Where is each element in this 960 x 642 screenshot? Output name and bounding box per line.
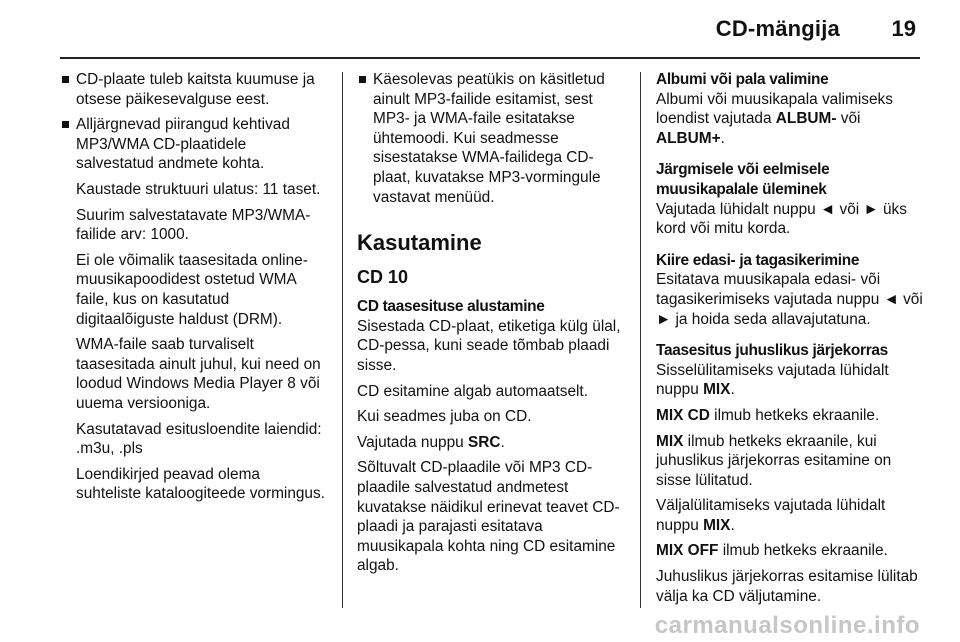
display-text: MIX — [656, 432, 684, 450]
text: ilmub hetkeks ekraanile, kui juhuslikus järjekorras esitamine on sisse lülitatud. — [656, 432, 892, 489]
paragraph: Juhuslikus järjekorras esitamise lülitab välja ka CD väljutamine. — [656, 568, 918, 605]
button-name: ALBUM- — [775, 110, 837, 128]
text: ilmub hetkeks ekraanile. — [718, 542, 888, 560]
paragraph: Suurim salvestatavate MP3/WMA-failide arv: 1000. — [76, 206, 311, 244]
paragraph: Sõltuvalt CD-plaadile või MP3 CD-plaadile salvestatud andmetest kuvatakse näidikul erinevat teavet CD-plaadi ja parajasti esitatava muusikapala kohta ning CD esitamine algab. — [357, 459, 620, 575]
subsection-heading: CD 10 — [357, 267, 409, 288]
paragraph: Loendikirjed peavad olema suhteliste kataloogiteede vormingus. — [76, 465, 325, 503]
paragraph: Kui seadmes juba on CD. — [357, 408, 532, 426]
paragraph: Ei ole võimalik taasesitada online-muusikapoodidest ostetud WMA faile, kus on kasutatud digitaalõiguste haldust (DRM). — [76, 251, 308, 328]
topic-heading — [656, 160, 924, 199]
text: ilmub hetkeks ekraanile. — [709, 406, 880, 424]
paragraph: WMA-faile saab turvaliselt taasesitada ainult juhul, kui need on loodud Windows Media Player 8 või uuema versiooniga. — [76, 336, 321, 412]
header-divider — [60, 57, 920, 59]
paragraph: CD esitamine algab automaatselt. — [357, 382, 588, 400]
paragraph: Kasutatavad esitusloendite laiendid: .m3u, .pls — [76, 420, 322, 458]
bullet-item: Alljärgnevad piirangud kehtivad MP3/WMA CD-plaatidele salvestatud andmete kohta. — [60, 115, 328, 174]
button-name: MIX — [703, 381, 731, 399]
page-header — [60, 0, 920, 58]
text: . — [500, 433, 505, 451]
paragraph — [656, 541, 924, 561]
column-1 — [60, 70, 328, 510]
text: Väljalülitamiseks vajutada lühidalt nuppu — [656, 497, 886, 534]
paragraph — [656, 496, 924, 535]
paragraph: Sisestada CD-plaat, etiketiga külg ülal, CD-pessa, kuni seade tõmbab plaadi sisse. — [357, 317, 621, 374]
topic-heading: Kiire edasi- ja tagasikerimine — [656, 251, 860, 269]
paragraph — [656, 406, 924, 426]
column-divider-2 — [640, 72, 641, 608]
text: Järgmisele või eelmisele — [656, 161, 830, 179]
text: Vajutada nuppu — [357, 433, 468, 451]
display-text: MIX OFF — [656, 542, 719, 560]
paragraph: Esitatava muusikapala edasi- või tagasikerimiseks vajutada nuppu ◄ või ► ja hoida seda allavajutatuna. — [656, 271, 923, 328]
text: Sisselülitamiseks vajutada lühidalt nuppu — [656, 361, 889, 399]
column-divider-1 — [342, 72, 343, 608]
paragraph — [656, 361, 924, 400]
button-name: MIX — [703, 516, 731, 534]
column-2 — [357, 70, 627, 582]
page-number: 19 — [891, 16, 916, 41]
text: Albumi või muusikapala valimiseks loendist vajutada — [656, 90, 893, 128]
text: või — [836, 110, 861, 128]
bullet-item: CD-plaate tuleb kaitsta kuumuse ja otsese päikesevalguse eest. — [60, 70, 328, 109]
bullet-item: Käesolevas peatükis on käsitletud ainult MP3-failide esitamist, sest MP3- ja WMA-faile esitatakse ühtemoodi. Kui seadmesse sisestatakse WMA-failidega CD-plaat, kuvatakse MP3-vormingule vastavat menüüd. — [357, 70, 627, 207]
display-text: MIX CD — [656, 406, 710, 424]
paragraph — [656, 90, 924, 149]
paragraph — [357, 433, 627, 453]
topic-heading: Taasesitus juhuslikus järjekorras — [656, 342, 888, 360]
text: . — [730, 516, 735, 534]
page-title: CD-mängija — [715, 16, 840, 41]
paragraph: Kaustade struktuuri ulatus: 11 taset. — [76, 180, 321, 198]
topic-heading: CD taasesituse alustamine — [357, 298, 545, 316]
column-3 — [656, 70, 924, 612]
watermark: carmanualsonline.info — [654, 612, 920, 639]
topic-heading: Albumi või pala valimine — [656, 71, 829, 88]
text: . — [730, 381, 735, 399]
button-name: ALBUM+ — [656, 129, 721, 147]
button-name: SRC — [467, 433, 501, 451]
text: . — [720, 129, 725, 147]
paragraph: Vajutada lühidalt nuppu ◄ või ► üks kord või mitu korda. — [656, 200, 907, 238]
section-heading: Kasutamine — [357, 230, 482, 256]
paragraph — [656, 432, 924, 491]
text: muusikapalale üleminek — [656, 180, 827, 198]
